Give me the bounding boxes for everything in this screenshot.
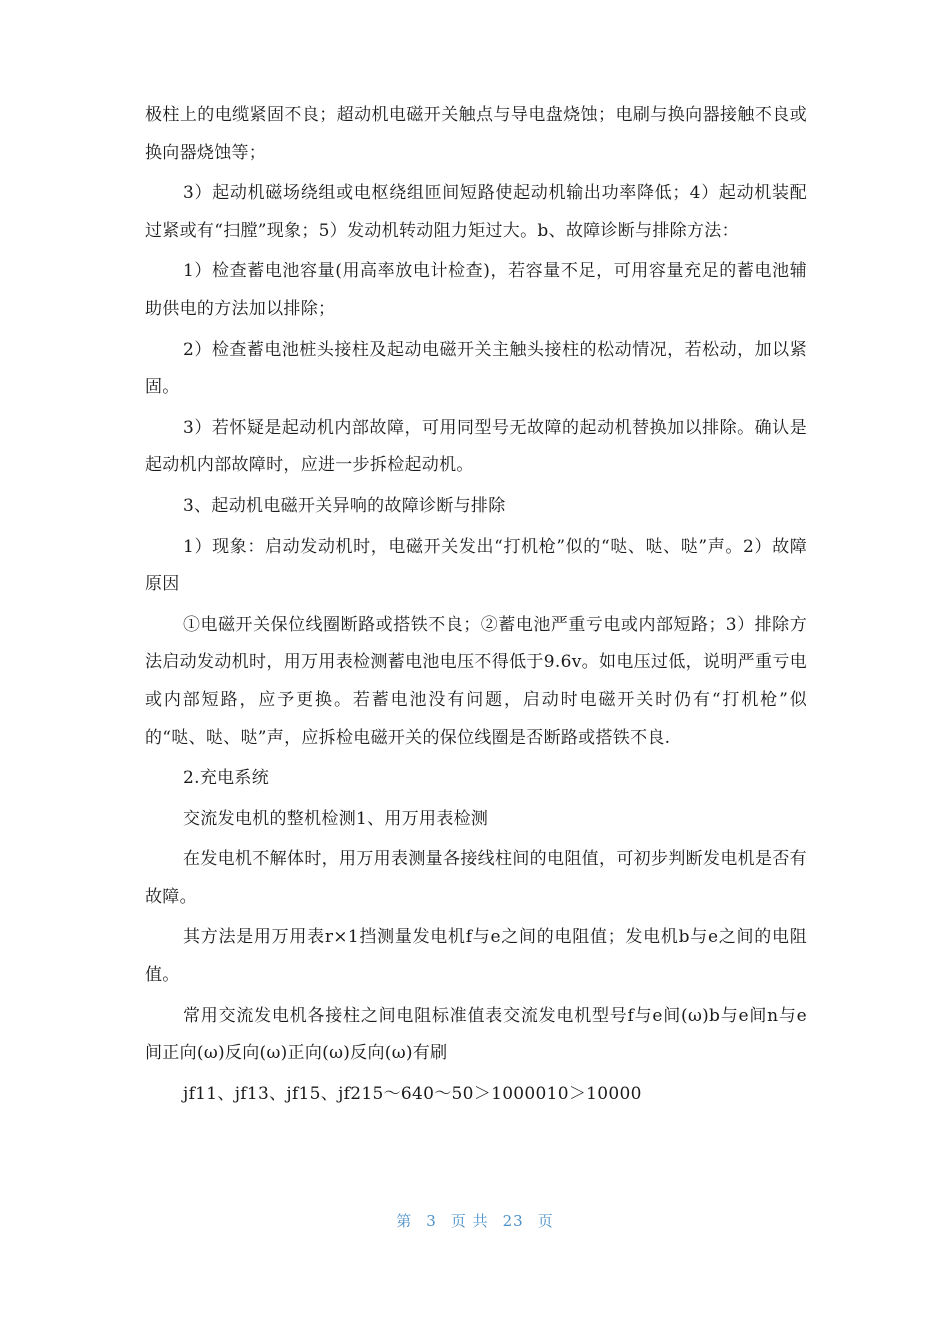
paragraph: 1）检查蓄电池容量(用高率放电计检查)，若容量不足，可用容量充足的蓄电池辅助供电的方法加以排除；	[145, 261, 807, 319]
paragraph: 1）现象：启动发动机时，电磁开关发出“打机枪”似的“哒、哒、哒”声。2）故障原因	[145, 536, 807, 595]
paragraph: 其方法是用万用表r×1挡测量发电机f与e之间的电阻值；发电机b与e之间的电阻值。	[145, 927, 807, 986]
total-page-count: 23	[502, 1212, 524, 1230]
footer-mid: 页 共	[450, 1212, 489, 1230]
document-body	[145, 97, 807, 1116]
paragraph: 极柱上的电缆紧固不良；超动机电磁开关触点与导电盘烧蚀；电刷与换向器接触不良或换向器烧蚀等；	[145, 105, 807, 163]
paragraph: 3）起动机磁场绕组或电枢绕组匝间短路使起动机输出功率降低；4）起动机装配过紧或有“扫膛”现象；5）发动机转动阻力矩过大。b、故障诊断与排除方法：	[145, 183, 807, 241]
paragraph: 在发电机不解体时，用万用表测量各接线柱间的电阻值，可初步判断发电机是否有故障。	[145, 849, 807, 907]
paragraph: 2.充电系统	[183, 768, 270, 789]
paragraph: 3、起动机电磁开关异响的故障诊断与排除	[183, 495, 506, 516]
footer-suffix: 页	[537, 1212, 554, 1230]
paragraph: 2）检查蓄电池桩头接柱及起动电磁开关主触头接柱的松动情况，若松动，加以紧固。	[145, 339, 807, 398]
current-page-number: 3	[426, 1212, 437, 1230]
paragraph: ①电磁开关保位线圈断路或搭铁不良；②蓄电池严重亏电或内部短路；3）排除方法启动发动机时，用万用表检测蓄电池电压不得低于9.6v。如电压过低，说明严重亏电或内部短路，应予更换。若蓄电池没有问题，启动时电磁开关时仍有“打机枪”似的“哒、哒、哒”声，应拆检电磁开关的保位线圈是否断路或搭铁不良.	[145, 614, 807, 748]
paragraph: 常用交流发电机各接柱之间电阻标准值表交流发电机型号f与e间(ω)b与e间n与e间正向(ω)反向(ω)正向(ω)反向(ω)有刷	[145, 1005, 807, 1064]
paragraph: 3）若怀疑是起动机内部故障，可用同型号无故障的起动机替换加以排除。确认是起动机内部故障时，应进一步拆检起动机。	[145, 417, 807, 476]
paragraph: 交流发电机的整机检测1、用万用表检测	[183, 808, 489, 829]
paragraph: jf11、jf13、jf15、jf215～640～50＞1000010＞10000	[183, 1083, 642, 1104]
page-footer	[0, 1210, 950, 1231]
footer-prefix: 第	[396, 1212, 413, 1230]
